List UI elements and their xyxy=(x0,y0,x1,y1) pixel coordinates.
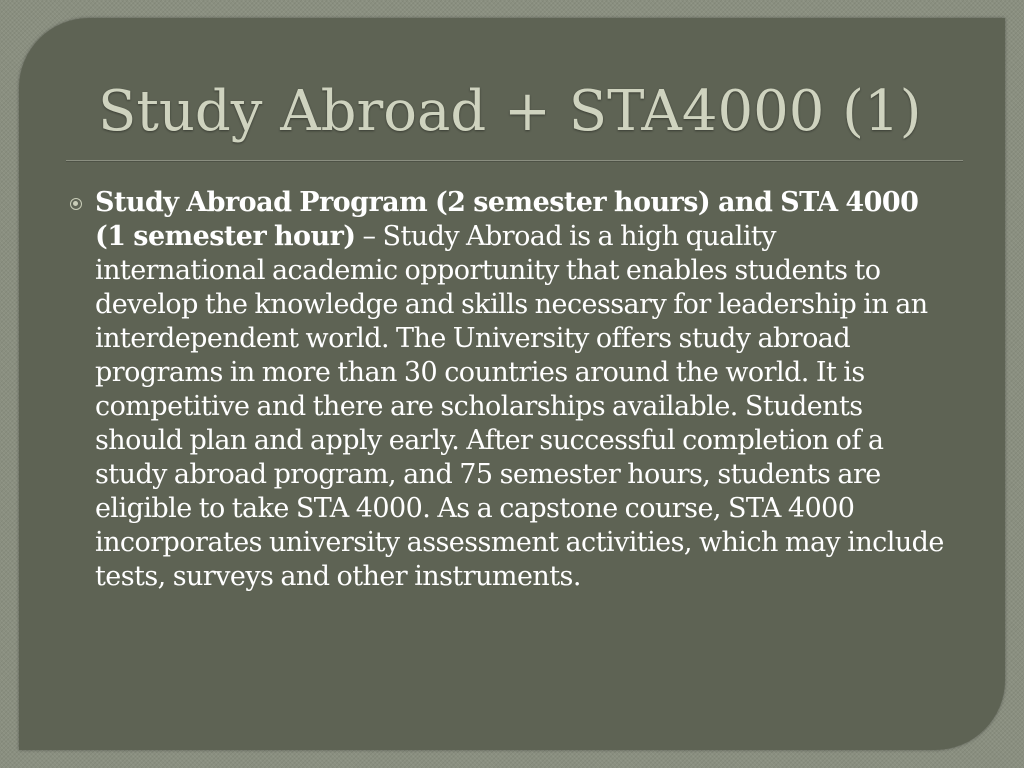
slide-title: Study Abroad + STA4000 (1) xyxy=(98,79,922,144)
bullet-bold-text: Study Abroad Program (2 semester hours) and STA 4000 (1 semester hour) xyxy=(95,187,919,252)
bullet-list xyxy=(70,186,950,594)
bullet-item xyxy=(70,186,950,594)
title-divider xyxy=(66,160,963,162)
bullet-body-text: – Study Abroad is a high quality international academic opportunity that enables students to develop the knowledge and skills necessary for leadership in an interdependent world. The University offers study abroad programs in more than 30 countries around the world. It is competitive and there are scholarships available. Students should plan and apply early. After successful completion of a study abroad program, and 75 semester hours, students are eligible to take STA 4000. As a capstone course, STA 4000 incorporates university assessment activities, which may include tests, surveys and other instruments. xyxy=(95,221,944,592)
bullet-text xyxy=(95,186,950,594)
circle-bullet-icon xyxy=(70,198,82,210)
